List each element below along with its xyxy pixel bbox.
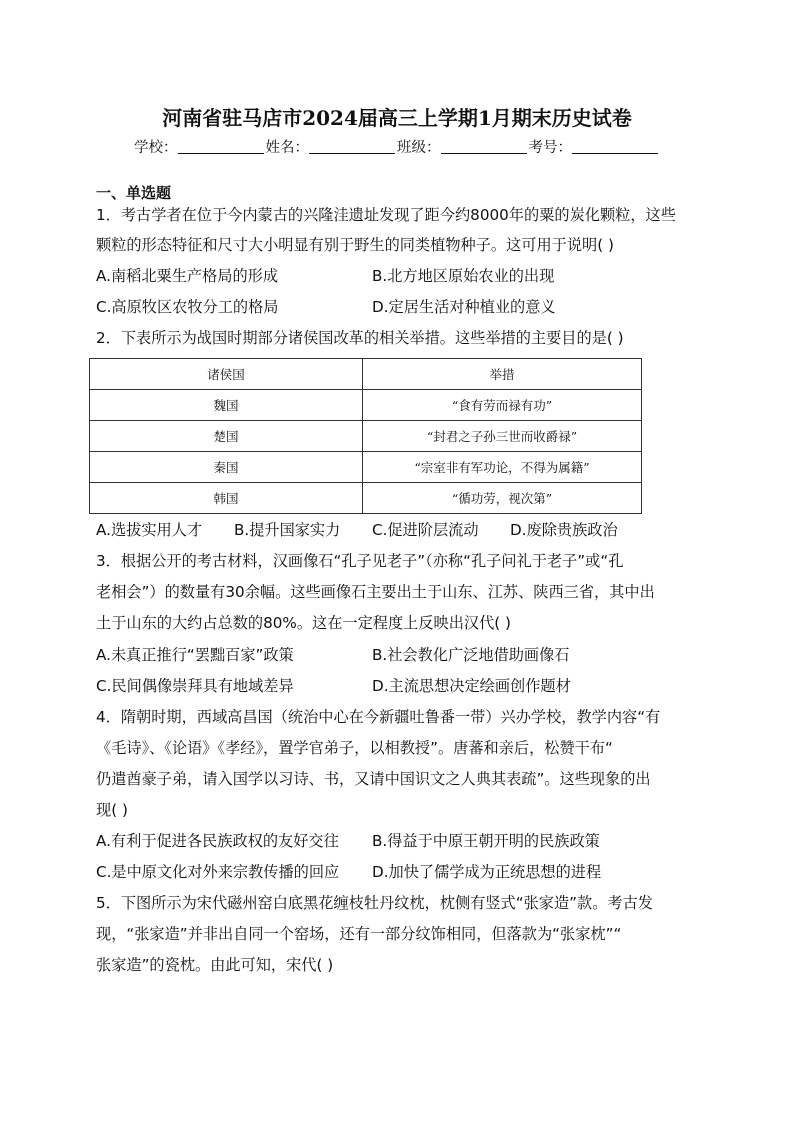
table-cell-state: 韩国 [90, 483, 363, 514]
q2-option-a[interactable]: A.选拔实用人才 [96, 521, 203, 539]
q3-text-line3: 土于山东的大约占总数的80%。这在一定程度上反映出汉代( ) [96, 614, 511, 632]
q3-option-c[interactable]: C.民间偶像崇拜具有地域差异 [96, 677, 294, 695]
q2-option-c[interactable]: C.促进阶层流动 [372, 521, 479, 539]
q1-option-d[interactable]: D.定居生活对种植业的意义 [372, 298, 556, 316]
q2-option-b[interactable]: B.提升国家实力 [234, 521, 341, 539]
q1-text-line1: 1．考古学者在位于今内蒙古的兴隆洼遗址发现了距今约8000年的粟的炭化颗粒，这些 [96, 206, 676, 224]
q2-option-d[interactable]: D.废除贵族政治 [510, 521, 618, 539]
table-row [90, 483, 642, 514]
q1-option-c[interactable]: C.高原牧区农牧分工的格局 [96, 298, 279, 316]
section-heading: 一、单选题 [96, 184, 172, 202]
table-row [90, 421, 642, 452]
q3-option-b[interactable]: B.社会教化广泛地借助画像石 [372, 646, 570, 664]
table-cell-measure: “食有劳而禄有功” [363, 390, 642, 421]
class-blank[interactable] [441, 139, 527, 154]
q3-text-line2: 老相会”）的数量有30余幅。这些画像石主要出土于山东、江苏、陕西三省，其中出 [96, 583, 655, 601]
q2-text-line1: 2．下表所示为战国时期部分诸侯国改革的相关举措。这些举措的主要目的是( ) [96, 329, 624, 347]
q3-option-a[interactable]: A.未真正推行“罢黜百家”政策 [96, 646, 294, 664]
q4-text-line1: 4．隋朝时期，西域高昌国（统治中心在今新疆吐鲁番一带）兴办学校，教学内容“有 [96, 708, 661, 726]
number-blank[interactable] [572, 139, 658, 154]
table-cell-measure: “宗室非有军功论，不得为属籍” [363, 452, 642, 483]
class-label: 班级： [397, 140, 441, 156]
q4-option-b[interactable]: B.得益于中原王朝开明的民族政策 [372, 832, 600, 850]
student-info-line [0, 136, 794, 157]
exam-title: 河南省驻马店市2024届高三上学期1月期末历史试卷 [162, 106, 632, 130]
q4-text-line3: 仍遣酋豪子弟，请入国学以习诗、书，又请中国识文之人典其表疏”。这些现象的出 [96, 770, 651, 788]
q1-text-line2: 颗粒的形态特征和尺寸大小明显有别于野生的同类植物种子。这可用于说明( ) [96, 236, 614, 254]
q3-text-line1: 3．根据公开的考古材料，汉画像石“孔子见老子”（亦称“孔子问礼于老子”或“孔 [96, 552, 624, 570]
table-cell-measure: “封君之子孙三世而收爵禄” [363, 421, 642, 452]
q5-text-line3: 张家造”的瓷枕。由此可知，宋代( ) [96, 956, 334, 974]
table-cell-state: 魏国 [90, 390, 363, 421]
q1-option-b[interactable]: B.北方地区原始农业的出现 [372, 267, 555, 285]
table-header-row [90, 359, 642, 390]
q4-option-d[interactable]: D.加快了儒学成为正统思想的进程 [372, 863, 602, 881]
q5-text-line1: 5．下图所示为宋代磁州窑白底黑花缠枝牡丹纹枕，枕侧有竖式“张家造”款。考古发 [96, 894, 653, 912]
school-label: 学校： [134, 140, 178, 156]
name-label: 姓名： [265, 140, 309, 156]
table-header-state: 诸侯国 [90, 359, 363, 390]
q1-option-a[interactable]: A.南稻北粟生产格局的形成 [96, 267, 279, 285]
table-cell-state: 楚国 [90, 421, 363, 452]
q4-option-a[interactable]: A.有利于促进各民族政权的友好交往 [96, 832, 339, 850]
table-cell-measure: “循功劳，视次第” [363, 483, 642, 514]
q4-text-line4: 现( ) [96, 801, 128, 819]
table-row [90, 452, 642, 483]
q3-option-d[interactable]: D.主流思想决定绘画创作题材 [372, 677, 571, 695]
table-header-measure: 举措 [363, 359, 642, 390]
q4-option-c[interactable]: C.是中原文化对外来宗教传播的回应 [96, 863, 340, 881]
school-blank[interactable] [178, 139, 264, 154]
q5-text-line2: 现，“张家造”并非出自同一个窑场，还有一部分纹饰相同，但落款为“张家枕”“ [96, 925, 622, 943]
q4-text-line2: 《毛诗》、《论语》《孝经》，置学官弟子，以相教授”。唐蕃和亲后，松赞干布“ [96, 739, 613, 757]
name-blank[interactable] [309, 139, 395, 154]
number-label: 考号： [528, 140, 572, 156]
table-row [90, 390, 642, 421]
table-cell-state: 秦国 [90, 452, 363, 483]
reform-table [89, 358, 642, 514]
